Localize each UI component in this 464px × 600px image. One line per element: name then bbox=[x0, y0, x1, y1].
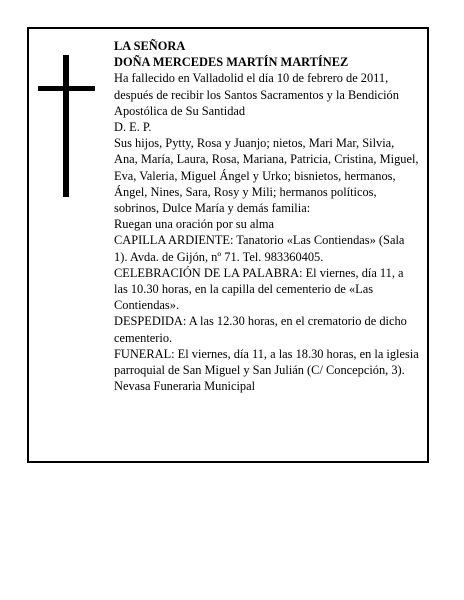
deceased-name: DOÑA MERCEDES MARTÍN MARTÍNEZ bbox=[114, 55, 349, 70]
funeral-home: Nevasa Funeraria Municipal bbox=[114, 379, 256, 394]
funeral-info: FUNERAL: El viernes, día 11, a las 18.30 horas, en la iglesia parroquial de San Miguel y San Julián (C/ Concepción, 3). bbox=[114, 346, 419, 378]
death-announcement: Ha fallecido en Valladolid el día 10 de febrero de 2011, después de recibir los Santos Sacramentos y la Bendición Apostólica de Su Santidad bbox=[114, 71, 399, 118]
cross-vertical-bar bbox=[63, 55, 69, 197]
title-line-1: LA SEÑORA bbox=[114, 39, 186, 53]
cross-horizontal-bar bbox=[38, 86, 95, 91]
family-list: Sus hijos, Pytty, Rosa y Juanjo; nietos, Mari Mar, Silvia, Ana, María, Laura, Rosa, Mariana, Patricia, Cristina, Miguel, Eva, Valeria, Miguel Ángel y Urko; bisnietos, hermanos, Ángel, Nines, Sara, Rosy y Mili; hermanos políticos, sobrinos, Dulce María y demás familia: bbox=[114, 136, 419, 216]
farewell-info: DESPEDIDA: A las 12.30 horas, en el crematorio de dicho cementerio. bbox=[114, 314, 407, 345]
prayer-request: Ruegan una oración por su alma bbox=[114, 217, 274, 232]
chapel-info: CAPILLA ARDIENTE: Tanatorio «Las Contiendas» (Sala 1). Avda. de Gijón, nº 71. Tel. 983360405. bbox=[114, 233, 405, 264]
celebration-info: CELEBRACIÓN DE LA PALABRA: El viernes, día 11, a las 10.30 horas, en la capilla del cementerio de «Las Contiendas». bbox=[114, 265, 404, 313]
obituary-text bbox=[114, 38, 419, 394]
dep-line: D. E. P. bbox=[114, 120, 152, 135]
